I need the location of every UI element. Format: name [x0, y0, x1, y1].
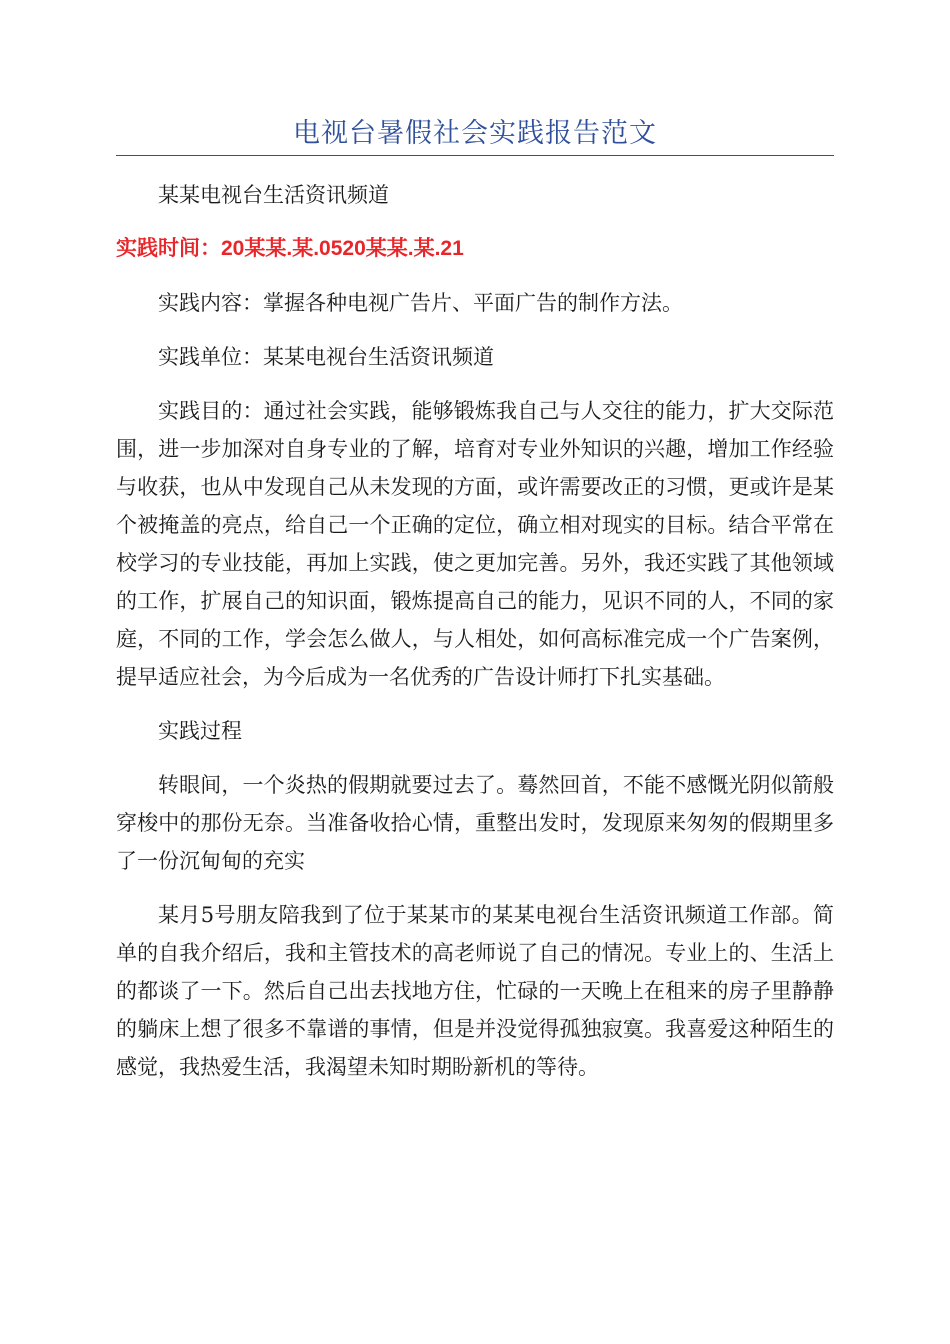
paragraph-process-1: 转眼间，一个炎热的假期就要过去了。蓦然回首，不能不感慨光阴似箭般穿梭中的那份无奈。当准备收拾心情，重整出发时，发现原来匆匆的假期里多了一份沉甸甸的充实: [116, 773, 834, 873]
paragraph-practice-content: 实践内容：掌握各种电视广告片、平面广告的制作方法。: [158, 291, 683, 315]
paragraph-practice-unit: 实践单位：某某电视台生活资讯频道: [158, 345, 494, 369]
document-body: [116, 176, 834, 1102]
title-underline: [116, 155, 834, 156]
paragraph-process-heading: 实践过程: [158, 719, 242, 743]
document-title: 电视台暑假社会实践报告范文: [293, 118, 657, 149]
paragraph-process-2: 某月5号朋友陪我到了位于某某市的某某电视台生活资讯频道工作部。简单的自我介绍后，我和主管技术的高老师说了自己的情况。专业上的、生活上的都谈了一下。然后自己出去找地方住，忙碌的一天晚上在租来的房子里静静的躺床上想了很多不靠谱的事情，但是并没觉得孤独寂寞。我喜爱这种陌生的感觉，我热爱生活，我渴望未知时期盼新机的等待。: [116, 903, 834, 1079]
paragraph-channel: 某某电视台生活资讯频道: [158, 183, 389, 207]
paragraph-practice-purpose: 实践目的：通过社会实践，能够锻炼我自己与人交往的能力，扩大交际范围，进一步加深对自身专业的了解，培育对专业外知识的兴趣，增加工作经验与收获，也从中发现自己从未发现的方面，或许需要改正的习惯，更或许是某个被掩盖的亮点，给自己一个正确的定位，确立相对现实的目标。结合平常在校学习的专业技能，再加上实践，使之更加完善。另外，我还实践了其他领域的工作，扩展自己的知识面，锻炼提高自己的能力，见识不同的人，不同的家庭，不同的工作，学会怎么做人，与人相处，如何高标准完成一个广告案例，提早适应社会，为今后成为一名优秀的广告设计师打下扎实基础。: [116, 399, 834, 689]
paragraph-practice-time: 实践时间：20某某.某.0520某某.某.21: [116, 237, 464, 260]
